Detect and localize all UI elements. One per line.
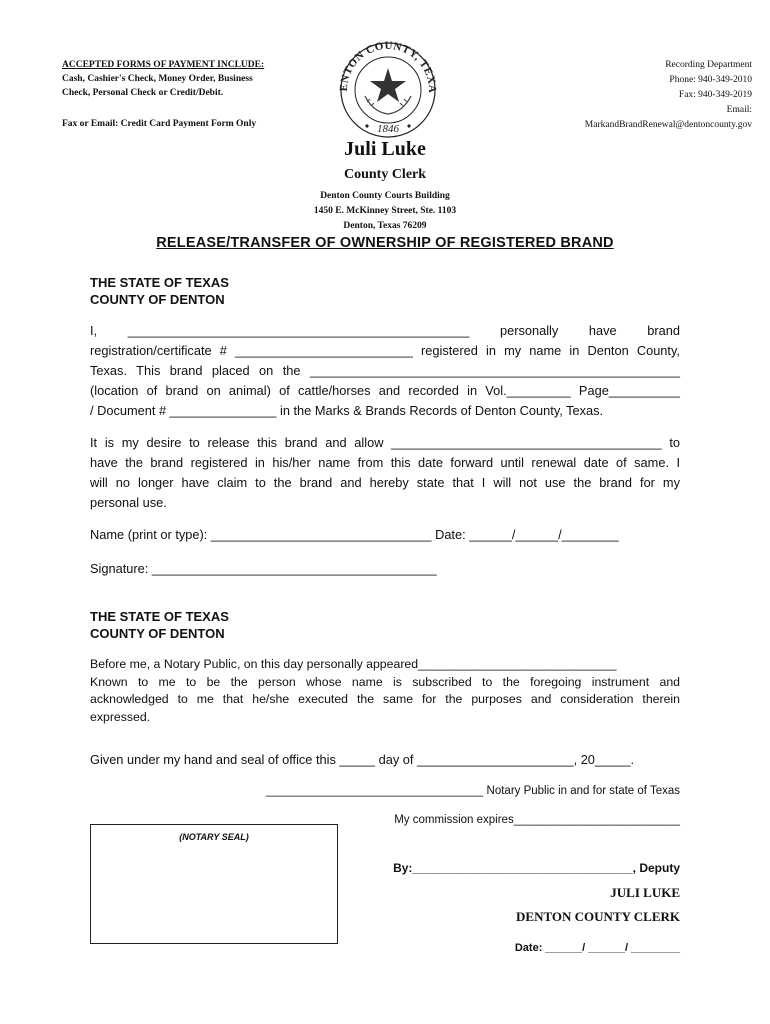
given-under-hand-text[interactable]: Given under my hand and seal of office this _____ day of ______________________, 20_____.	[90, 752, 635, 767]
seal-year: 1846	[377, 123, 399, 135]
notary-line[interactable]: Before me, a Notary Public, on this day personally appeared_____________________________	[90, 657, 617, 671]
clerk-name-upper: JULI LUKE	[610, 885, 680, 900]
release-line: will no longer have claim to the brand and hereby state that I will not use the brand for my	[90, 475, 680, 490]
payment-line-2: Check, Personal Check or Credit/Debit.	[62, 88, 224, 98]
payment-line-1: Cash, Cashier's Check, Money Order, Business	[62, 74, 253, 84]
brand-statement	[90, 321, 680, 421]
name-date-text[interactable]: Name (print or type): _______________________________ Date: ______/______/________	[90, 527, 619, 542]
release-line: personal use.	[90, 495, 167, 510]
notary-statement	[90, 656, 680, 726]
notary-line: Known to me to be the person whose name is subscribed to the foregoing instrument and	[90, 674, 680, 689]
notary-seal-box	[90, 824, 338, 944]
release-line[interactable]: It is my desire to release this brand and allow ______________________________________ to	[90, 435, 680, 450]
signature-text[interactable]: Signature: ________________________________________	[90, 561, 437, 576]
state-heading-1: THE STATE OF TEXAS	[90, 275, 229, 290]
notary-public-line[interactable]: __________________________________ Notary Public in and for state of Texas	[265, 785, 680, 797]
state-heading-2: THE STATE OF TEXAS	[90, 609, 229, 624]
brand-line[interactable]: registration/certificate # _________________________ registered in my name in Denton County,	[90, 343, 680, 358]
deputy-signature-line[interactable]: By:_________________________________, Deputy	[393, 861, 680, 875]
commission-expires-line[interactable]: My commission expires__________________________	[394, 814, 680, 826]
county-seal	[333, 38, 443, 138]
recording-dept: Recording Department	[665, 60, 752, 70]
clerk-street: 1450 E. McKinney Street, Ste. 1103	[313, 206, 457, 216]
clerk-name: Juli Luke	[344, 138, 426, 160]
document-title: RELEASE/TRANSFER OF OWNERSHIP OF REGISTERED BRAND	[156, 235, 614, 251]
clerk-building: Denton County Courts Building	[320, 191, 450, 201]
payment-heading: ACCEPTED FORMS OF PAYMENT INCLUDE:	[62, 60, 265, 70]
given-under-hand-field[interactable]	[90, 750, 680, 770]
recording-fax: Fax: 940-349-2019	[678, 90, 752, 100]
brand-line[interactable]: (location of brand on animal) of cattle/horses and recorded in Vol._________ Page__________	[90, 383, 680, 398]
brand-line[interactable]: Texas. This brand placed on the ____________________________________________________	[90, 363, 680, 378]
signature-field[interactable]	[90, 559, 680, 579]
county-heading-2: COUNTY OF DENTON	[90, 626, 225, 641]
recording-email[interactable]: MarkandBrandRenewal@dentoncounty.gov	[584, 120, 752, 130]
county-heading-1: COUNTY OF DENTON	[90, 292, 225, 307]
clerk-title: County Clerk	[343, 167, 427, 182]
seal-text: ENTON COUNTY, TEXA	[337, 39, 439, 94]
release-line: have the brand registered in his/her name from this date forward until renewal date of same. I	[90, 455, 680, 470]
notary-line: expressed.	[90, 709, 151, 724]
notary-line: acknowledged to me that he/she executed the same for the purposes and consideration therein	[90, 692, 680, 706]
release-statement	[90, 433, 680, 513]
recording-email-label: Email:	[726, 105, 752, 115]
brand-line[interactable]: / Document # _______________ in the Marks & Brands Records of Denton County, Texas.	[90, 403, 604, 418]
clerk-title-upper: DENTON COUNTY CLERK	[516, 909, 680, 924]
recording-phone: Phone: 940-349-2010	[669, 75, 752, 85]
brand-line[interactable]: I, ________________________________________________ personally have brand	[90, 323, 680, 338]
payment-note: Fax or Email: Credit Card Payment Form Only	[62, 119, 257, 129]
clerk-city: Denton, Texas 76209	[343, 221, 427, 231]
deputy-date-line[interactable]: Date: ______/ ______/ ________	[514, 942, 680, 954]
notary-seal-label: (NOTARY SEAL)	[179, 832, 249, 842]
name-date-field[interactable]	[90, 525, 680, 545]
